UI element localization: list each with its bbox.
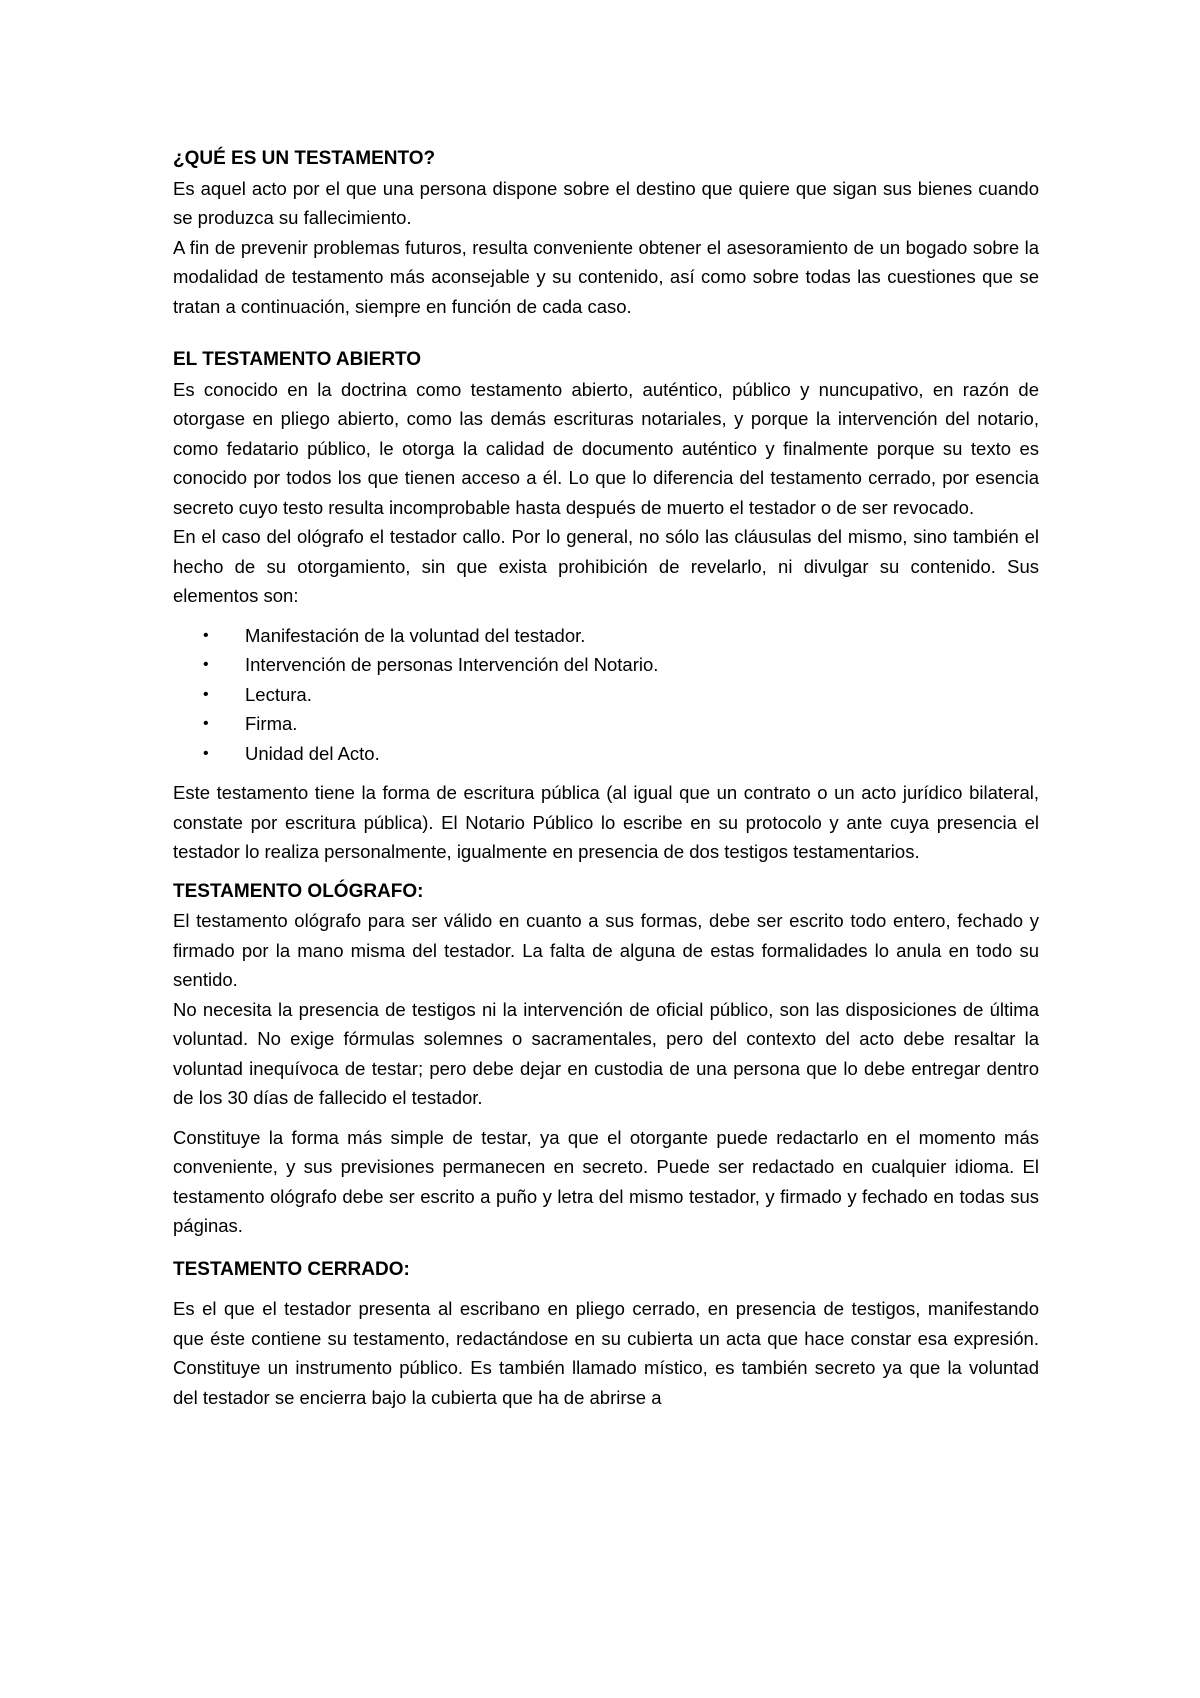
list-item	[173, 680, 1039, 710]
bullet-icon: •	[203, 626, 209, 644]
olografo-paragraph-3: Constituye la forma más simple de testar, ya que el otorgante puede redactarlo en el momento más conveniente, y sus previsiones permanecen en secreto. Puede ser redactado en cualquier idioma. El testamento ológrafo debe ser escrito a puño y letra del mismo testador, y firmado y fechado en todas sus páginas.	[173, 1126, 1039, 1236]
heading-testamento-abierto: EL TESTAMENTO ABIERTO	[173, 349, 422, 370]
bullet-icon: •	[203, 685, 209, 703]
list-item	[173, 739, 1039, 769]
bullet-icon: •	[203, 715, 209, 732]
list-item-label: Firma.	[245, 713, 298, 734]
list-item	[173, 650, 1039, 680]
list-item-label: Manifestación de la voluntad del testador.	[245, 624, 586, 646]
heading-testamento-olografo: TESTAMENTO OLÓGRAFO:	[173, 880, 424, 902]
olografo-paragraph-1: El testamento ológrafo para ser válido en cuanto a sus formas, debe ser escrito todo entero, fechado y firmado por la mano misma del testador. La falta de alguna de estas formalidades lo anula en todo su sentido.	[173, 910, 1039, 990]
intro-paragraph-2: A fin de prevenir problemas futuros, resulta conveniente obtener el asesoramiento de un bogado sobre la modalidad de testamento más aconsejable y su contenido, así como sobre todas las cuestiones que se tratan a continuación, siempre en función de cada caso.	[173, 236, 1039, 317]
abierto-paragraph-2: En el caso del ológrafo el testador callo. Por lo general, no sólo las cláusulas del mismo, sino también el hecho de su otorgamiento, sin que exista prohibición de revelarlo, ni divulgar su contenido. Sus elementos son:	[173, 526, 1039, 606]
intro-paragraph-1: Es aquel acto por el que una persona dispone sobre el destino que quiere que sigan sus bienes cuando se produzca su fallecimiento.	[173, 177, 1039, 228]
document-page	[173, 144, 1039, 1412]
abierto-paragraph-1: Es conocido en la doctrina como testamento abierto, auténtico, público y nuncupativo, en razón de otorgase en pliego abierto, como las demás escrituras notariales, y porque la intervención del notario, como fedatario público, le otorga la calidad de documento auténtico y finalmente porque su texto es conocido por todos los que tienen acceso a él. Lo que lo diferencia del testamento cerrado, por esencia secreto cuyo testo resulta incomprobable hasta después de muerto el testador o de ser revocado.	[173, 378, 1039, 518]
olografo-paragraph-2: No necesita la presencia de testigos ni la intervención de oficial público, son las disposiciones de última voluntad. No exige fórmulas solemnes o sacramentales, pero del contexto del acto debe resaltar la voluntad inequívoca de testar; pero debe dejar en custodia de una persona que lo debe entregar dentro de los 30 días de fallecido el testador.	[173, 998, 1039, 1108]
list-item-label: Lectura.	[245, 683, 312, 705]
elements-list	[173, 621, 1039, 769]
heading-testamento-cerrado: TESTAMENTO CERRADO:	[173, 1258, 410, 1280]
list-item	[173, 709, 1039, 739]
cerrado-paragraph-1: Es el que el testador presenta al escribano en pliego cerrado, en presencia de testigos, manifestando que éste contiene su testamento, redactándose en su cubierta un acta que hace constar esa expresión. Constituye un instrumento público. Es también llamado místico, es también secreto ya que la voluntad del testador se encierra bajo la cubierta que ha de abrirse a	[173, 1298, 1039, 1408]
abierto-paragraph-3: Este testamento tiene la forma de escritura pública (al igual que un contrato o un acto jurídico bilateral, constate por escritura pública). El Notario Público lo escribe en su protocolo y ante cuya presencia el testador lo realiza personalmente, igualmente en presencia de dos testigos testamentarios.	[173, 782, 1039, 862]
list-item	[173, 621, 1039, 651]
bullet-icon: •	[203, 744, 209, 762]
bullet-icon: •	[203, 656, 209, 673]
document-title: ¿QUÉ ES UN TESTAMENTO?	[173, 148, 436, 169]
list-item-label: Unidad del Acto.	[245, 742, 380, 764]
list-item-label: Intervención de personas Intervención del Notario.	[245, 654, 659, 675]
